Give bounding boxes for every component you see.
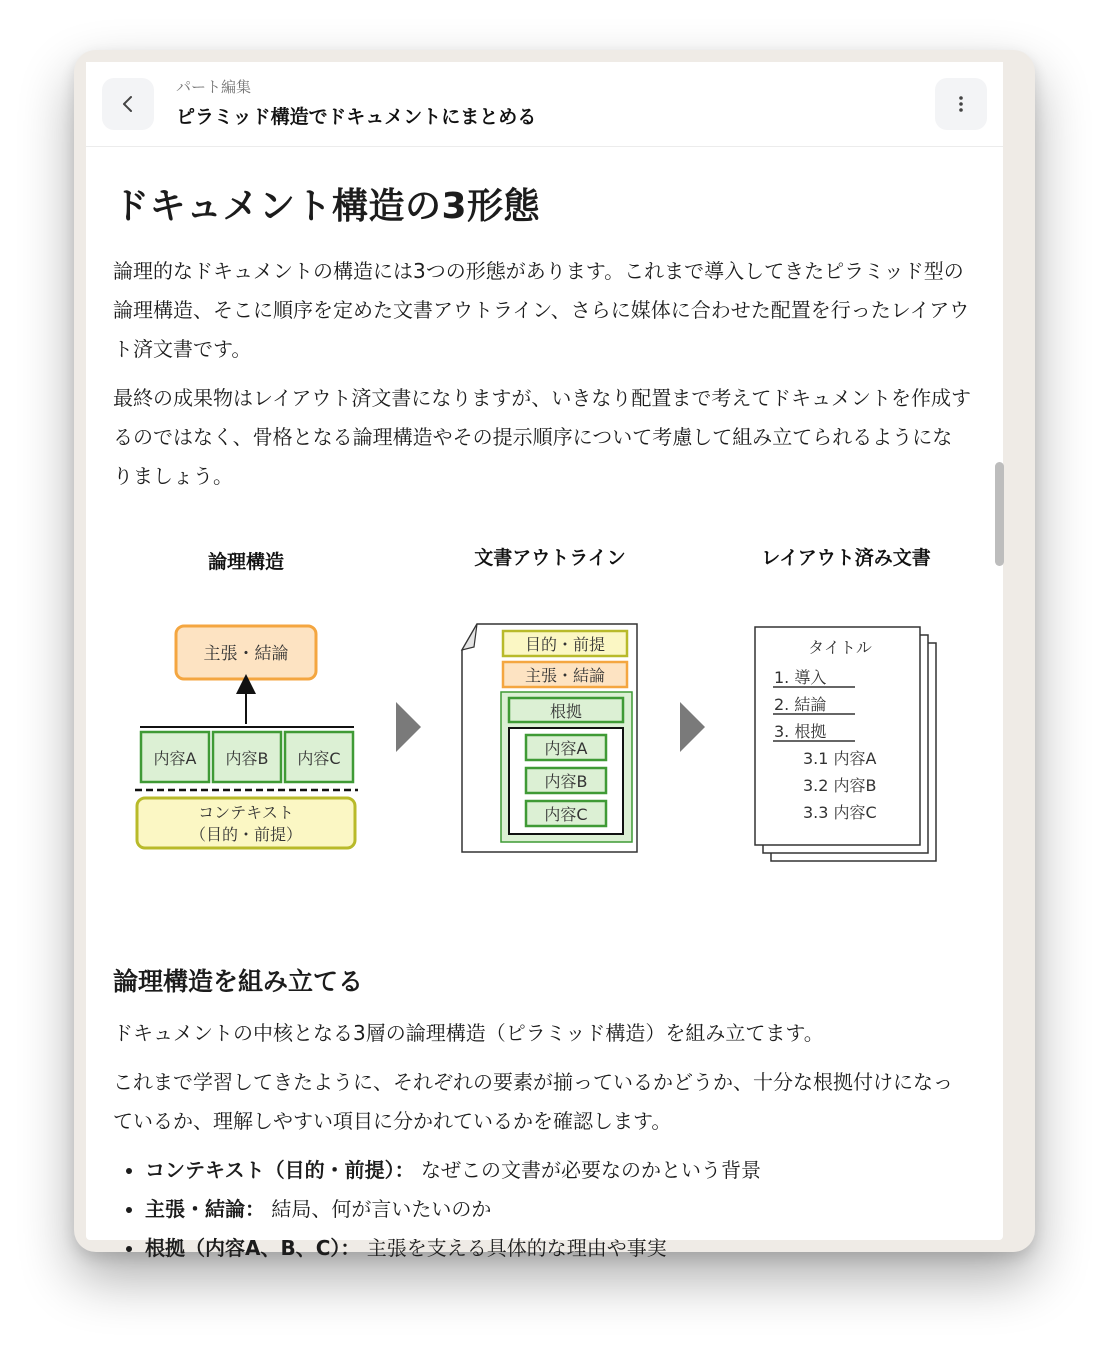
document-outline-title: 文書アウトライン xyxy=(474,547,626,569)
app-window xyxy=(74,50,1035,1260)
top-bar xyxy=(86,62,1003,147)
flow-arrow-1 xyxy=(396,702,421,752)
chevron-left-icon xyxy=(118,94,138,114)
paragraph-pyramid: ドキュメントの中核となる3層の論理構造（ピラミッド構造）を組み立てます。 xyxy=(113,1021,824,1045)
subsection-heading: 論理構造を組み立てる xyxy=(113,967,364,996)
page-title: ピラミッド構造でドキュメントにまとめる xyxy=(176,106,537,128)
layout-sub-a: 3.1 内容A xyxy=(803,749,877,768)
paragraph-intro: 論理的なドキュメントの構造には3つの形態があります。これまで導入してきたピラミッド型の論理構造、そこに順序を定めた文書アウトライン、さらに媒体に合わせた配置を行ったレイアウト済文書です。 xyxy=(113,259,970,361)
list-item-desc: 結局、何が言いたいのか xyxy=(265,1197,492,1221)
paragraph-goal: 最終の成果物はレイアウト済文書になりますが、いきなり配置まで考えてドキュメントを作成するのではなく、骨格となる論理構造やその提示順序について考慮して組み立てられるようになりましょう。 xyxy=(113,386,971,488)
layout-sub-c: 3.3 内容C xyxy=(803,803,877,822)
content-panel xyxy=(86,62,1003,1260)
list-item-term: コンテキスト（目的・前提）： xyxy=(145,1158,415,1182)
list-item-term: 主張・結論： xyxy=(145,1197,265,1221)
outline-content-a-label: 内容A xyxy=(544,739,588,758)
outline-content-b-label: 内容B xyxy=(544,772,588,791)
outline-purpose-label: 目的・前提 xyxy=(524,635,606,654)
outline-claim-label: 主張・結論 xyxy=(524,666,606,685)
back-button[interactable] xyxy=(102,78,154,130)
outline-content-c-label: 内容C xyxy=(544,805,588,824)
scrollbar-thumb[interactable] xyxy=(995,462,1004,566)
layout-sub-b: 3.2 内容B xyxy=(803,776,877,795)
list-item-desc: 主張を支える具体的な理由や事実 xyxy=(360,1236,667,1260)
outline-basis-label: 根拠 xyxy=(549,702,583,721)
logic-structure-title: 論理構造 xyxy=(207,551,285,573)
layout-item-conclusion: 2. 結論 xyxy=(774,695,827,714)
list-item xyxy=(145,1229,971,1268)
paragraph-check: これまで学習してきたように、それぞれの要素が揃っているかどうか、十分な根拠付けになっているか、理解しやすい項目に分かれているかを確認します。 xyxy=(113,1070,953,1133)
laid-out-document-title: レイアウト済み文書 xyxy=(761,547,931,569)
content-a-label: 内容A xyxy=(153,749,197,768)
list-item xyxy=(145,1190,971,1229)
list-item-term: 根拠（内容A、B、C）： xyxy=(145,1236,361,1260)
layout-item-intro: 1. 導入 xyxy=(774,668,827,687)
article xyxy=(113,146,971,1268)
section-heading: ドキュメント構造の3形態 xyxy=(113,186,541,227)
element-list xyxy=(113,1151,971,1268)
context-label-line2: （目的・前提） xyxy=(189,825,303,844)
content-c-label: 内容C xyxy=(297,749,341,768)
list-item-desc: なぜこの文書が必要なのかという背景 xyxy=(414,1158,761,1182)
layout-item-basis: 3. 根拠 xyxy=(774,722,827,741)
context-label-line1: コンテキスト xyxy=(198,803,294,822)
more-vertical-icon xyxy=(951,94,971,114)
content-b-label: 内容B xyxy=(225,749,269,768)
breadcrumb: パート編集 xyxy=(176,78,252,96)
structure-diagram xyxy=(113,534,971,914)
layout-title-text: タイトル xyxy=(808,638,872,657)
claim-label: 主張・結論 xyxy=(203,644,289,664)
flow-arrow-2 xyxy=(680,702,705,752)
more-options-button[interactable] xyxy=(935,78,987,130)
list-item xyxy=(145,1151,971,1190)
